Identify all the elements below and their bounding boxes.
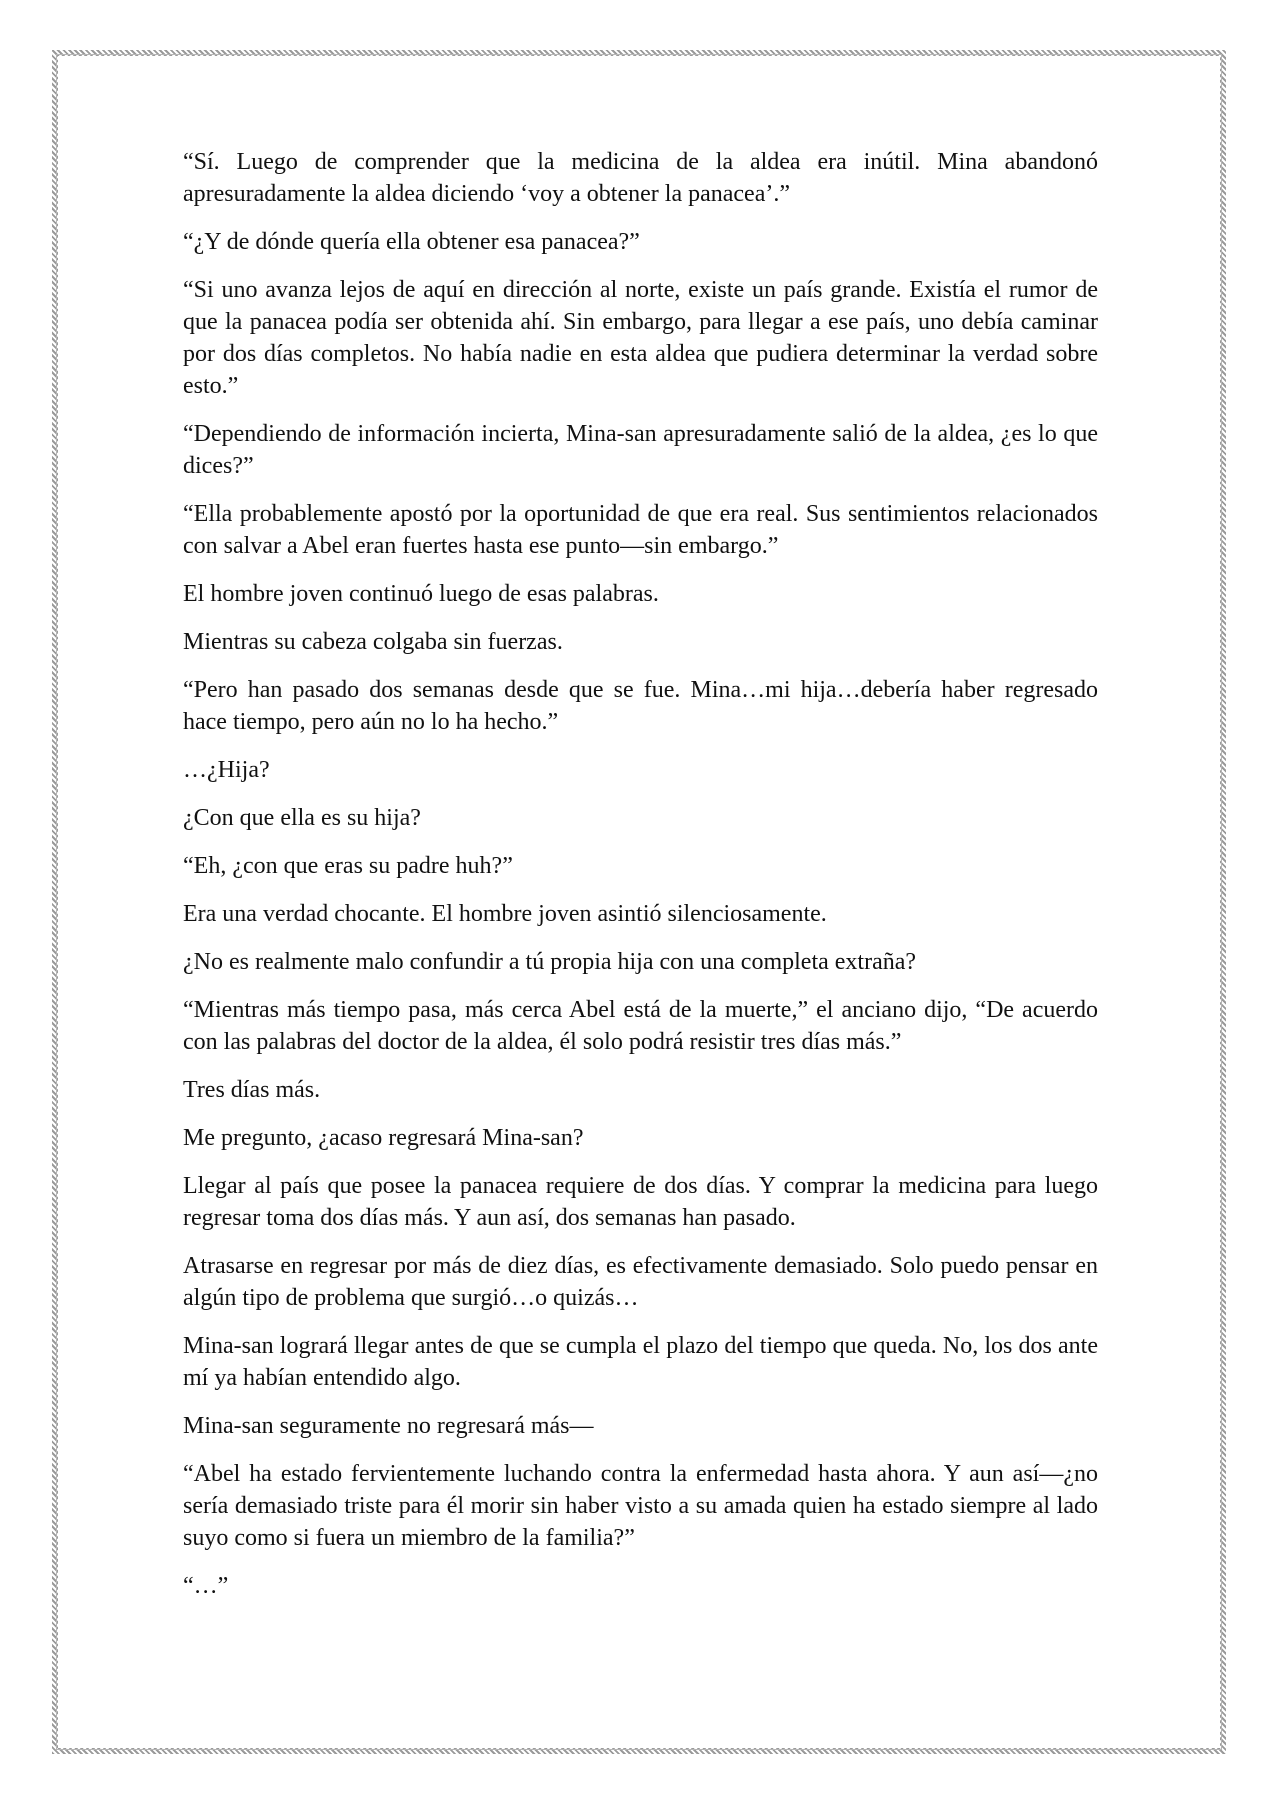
paragraph-13: ¿No es realmente malo confundir a tú propia hija con una completa extraña? bbox=[183, 949, 917, 975]
document-body bbox=[183, 146, 1098, 1618]
paragraph-3: “Si uno avanza lejos de aquí en dirección al norte, existe un país grande. Existía el rumor de que la panacea podía ser obtenida ahí. Sin embargo, para llegar a ese país, uno debía caminar por dos días completos. No había nadie en esta aldea que pudiera determinar la verdad sobre esto.” bbox=[183, 277, 1098, 399]
paragraph-18: Atrasarse en regresar por más de diez días, es efectivamente demasiado. Solo puedo pensar en algún tipo de problema que surgió…o quizás… bbox=[183, 1253, 1098, 1311]
paragraph-10: ¿Con que ella es su hija? bbox=[183, 805, 421, 831]
paragraph-14: “Mientras más tiempo pasa, más cerca Abel está de la muerte,” el anciano dijo, “De acuerdo con las palabras del doctor de la aldea, él solo podrá resistir tres días más.” bbox=[183, 997, 1098, 1055]
paragraph-17: Llegar al país que posee la panacea requiere de dos días. Y comprar la medicina para luego regresar toma dos días más. Y aun así, dos semanas han pasado. bbox=[183, 1173, 1098, 1231]
paragraph-4: “Dependiendo de información incierta, Mina-san apresuradamente salió de la aldea, ¿es lo que dices?” bbox=[183, 421, 1098, 479]
paragraph-8: “Pero han pasado dos semanas desde que se fue. Mina…mi hija…debería haber regresado hace tiempo, pero aún no lo ha hecho.” bbox=[183, 677, 1098, 735]
paragraph-22: “…” bbox=[183, 1573, 229, 1599]
paragraph-16: Me pregunto, ¿acaso regresará Mina-san? bbox=[183, 1125, 584, 1151]
paragraph-9: …¿Hija? bbox=[183, 757, 270, 783]
paragraph-20: Mina-san seguramente no regresará más— bbox=[183, 1413, 594, 1439]
paragraph-7: Mientras su cabeza colgaba sin fuerzas. bbox=[183, 629, 563, 655]
paragraph-21: “Abel ha estado fervientemente luchando contra la enfermedad hasta ahora. Y aun así—¿no sería demasiado triste para él morir sin haber visto a su amada quien ha estado siempre al lado suyo como si fuera un miembro de la familia?” bbox=[183, 1461, 1098, 1551]
paragraph-12: Era una verdad chocante. El hombre joven asintió silenciosamente. bbox=[183, 901, 827, 927]
paragraph-6: El hombre joven continuó luego de esas palabras. bbox=[183, 581, 659, 607]
paragraph-2: “¿Y de dónde quería ella obtener esa panacea?” bbox=[183, 229, 640, 255]
paragraph-15: Tres días más. bbox=[183, 1077, 321, 1103]
paragraph-19: Mina-san logrará llegar antes de que se cumpla el plazo del tiempo que queda. No, los dos ante mí ya habían entendido algo. bbox=[183, 1333, 1098, 1391]
paragraph-1: “Sí. Luego de comprender que la medicina de la aldea era inútil. Mina abandonó apresuradamente la aldea diciendo ‘voy a obtener la panacea’.” bbox=[183, 149, 1098, 207]
paragraph-5: “Ella probablemente apostó por la oportunidad de que era real. Sus sentimientos relacionados con salvar a Abel eran fuertes hasta ese punto—sin embargo.” bbox=[183, 501, 1098, 559]
paragraph-11: “Eh, ¿con que eras su padre huh?” bbox=[183, 853, 513, 879]
